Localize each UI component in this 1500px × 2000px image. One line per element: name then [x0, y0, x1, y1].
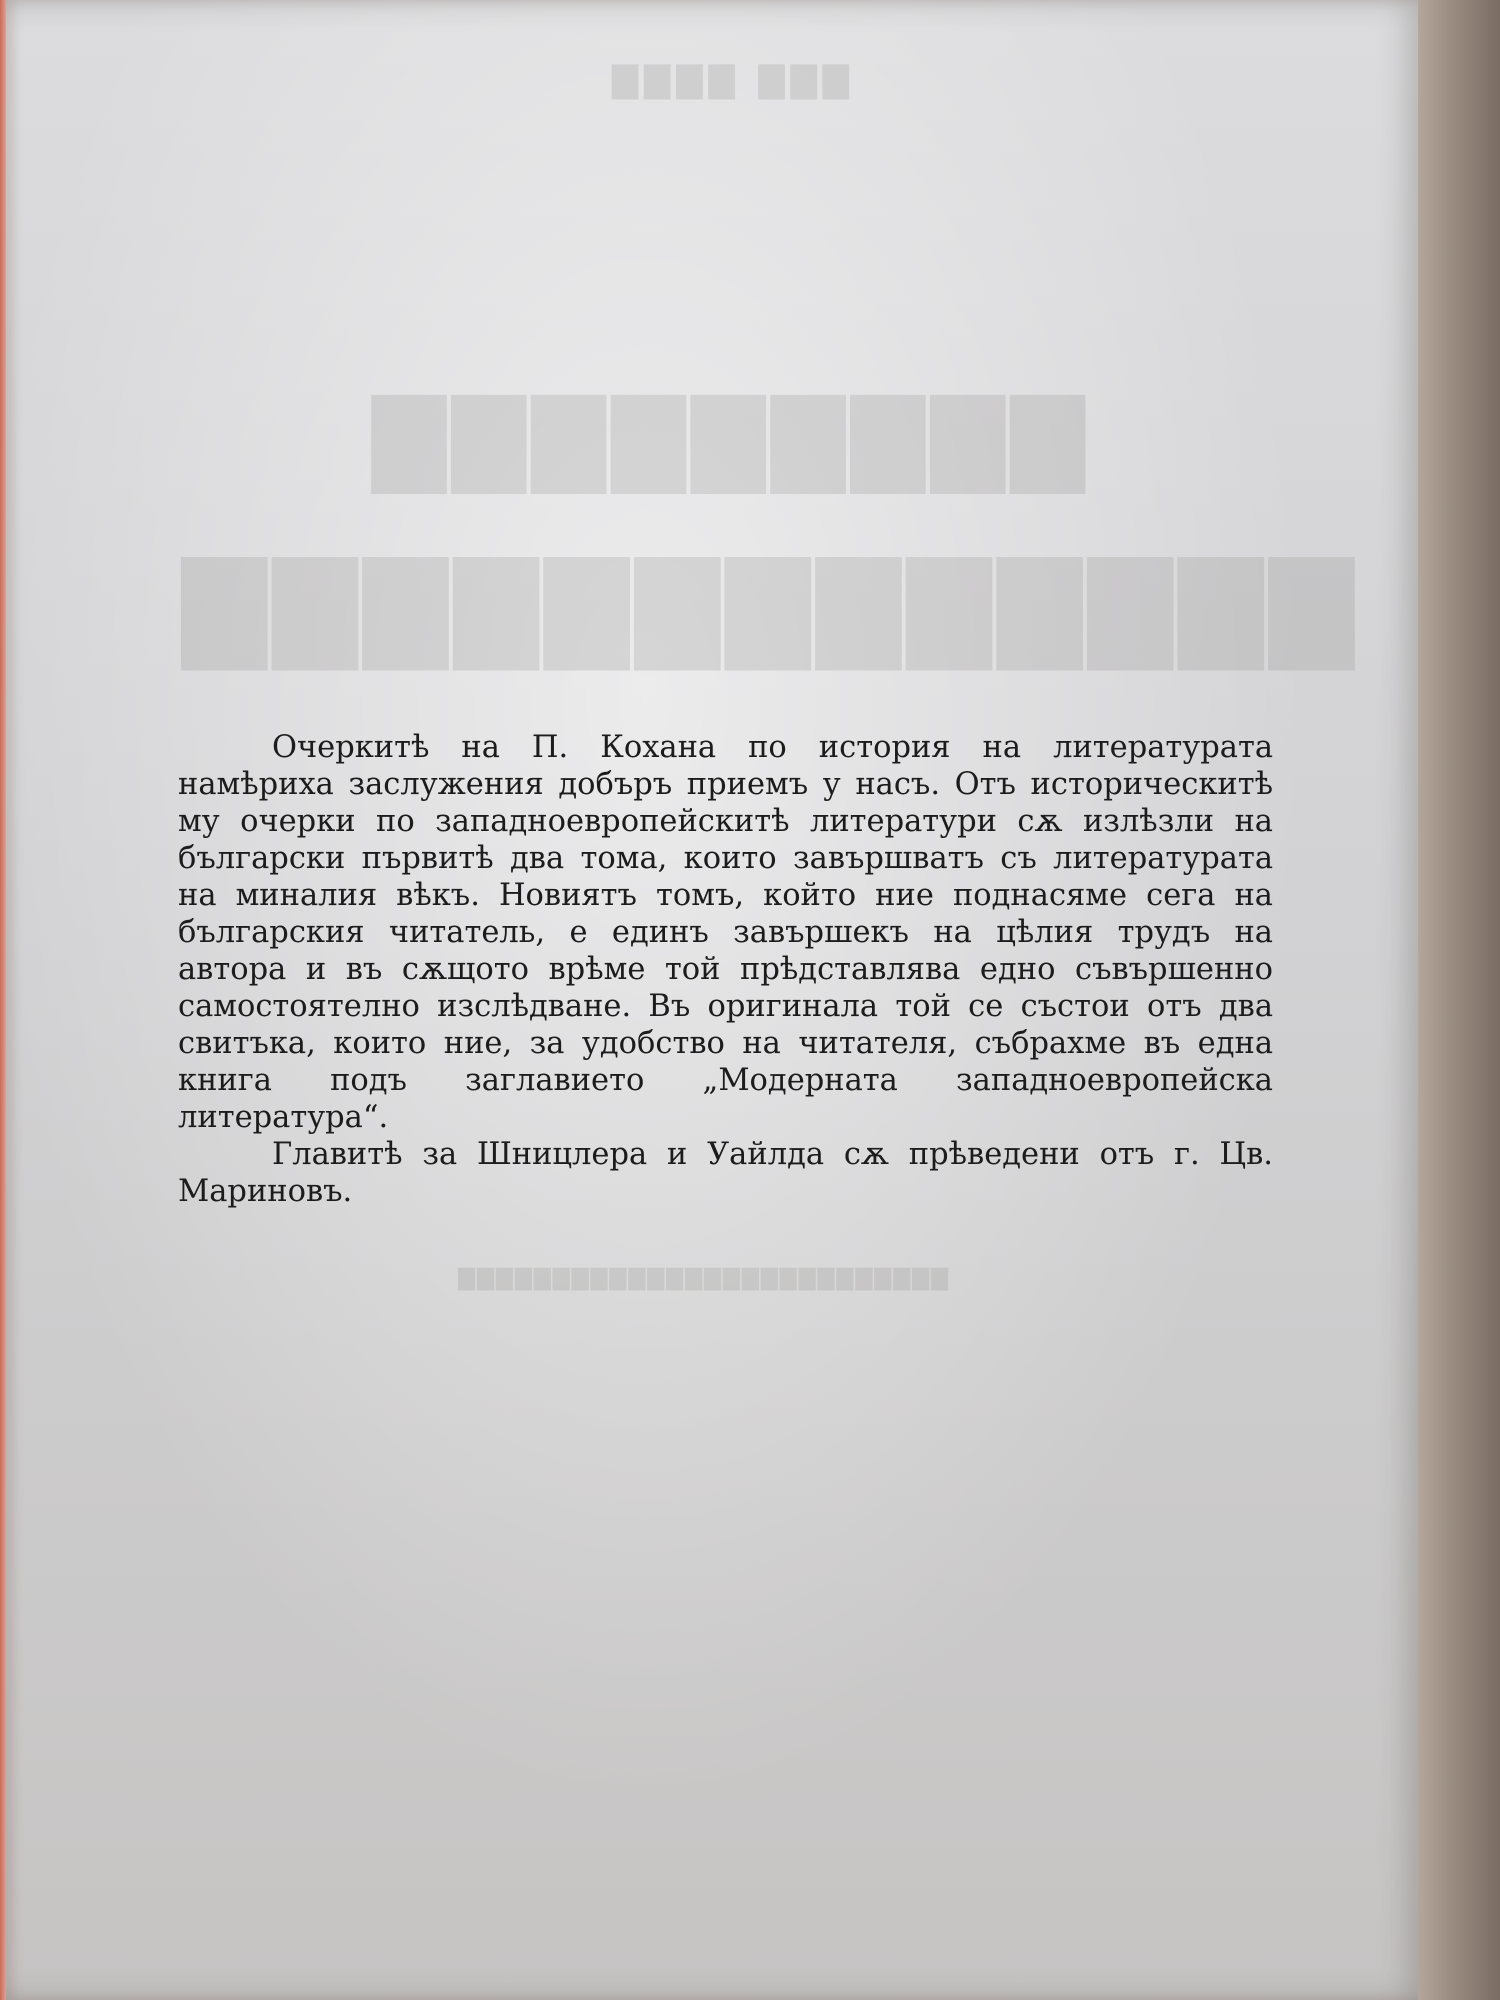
book-page: [6, 0, 1426, 2000]
show-through-mark: ▇▇▇▇▇▇▇▇▇▇▇▇▇: [176, 540, 1354, 669]
show-through-mark: ▇▇▇▇▇▇▇▇▇▇▇▇▇▇▇▇▇▇▇▇▇▇▇▇▇▇: [456, 1265, 948, 1291]
paragraph: Очеркитѣ на П. Кохана по история на литературата намѣриха заслужения добъръ приемъ у насъ. Отъ историческитѣ му очерки по западноевропейскитѣ литератури сѫ излѣзли на български първитѣ два тома, които завършватъ съ литературата на миналия вѣкъ. Новиятъ томъ, който ние поднасяме сега на българския читатель, е единъ завършекъ на цѣлия трудъ на автора и въ сѫщото врѣме той прѣдставлява едно съвършенно самостоятелно изслѣдване. Въ оригинала той се състои отъ два свитъка, които ние, за удобство на читателя, събрахме въ една книга подъ заглавието „Модерната западноевропейска литература“.: [178, 730, 1273, 1135]
body-text: [178, 729, 1273, 1210]
show-through-mark: ▇▇▇ ▇▇▇▇: [606, 60, 849, 100]
book-cover-edge-right: [1418, 0, 1500, 2000]
show-through-mark: ▇▇▇▇▇▇▇▇▇: [366, 380, 1085, 493]
paragraph: Главитѣ за Шницлера и Уайлда сѫ прѣведени отъ г. Цв. Мариновъ.: [178, 1137, 1273, 1209]
